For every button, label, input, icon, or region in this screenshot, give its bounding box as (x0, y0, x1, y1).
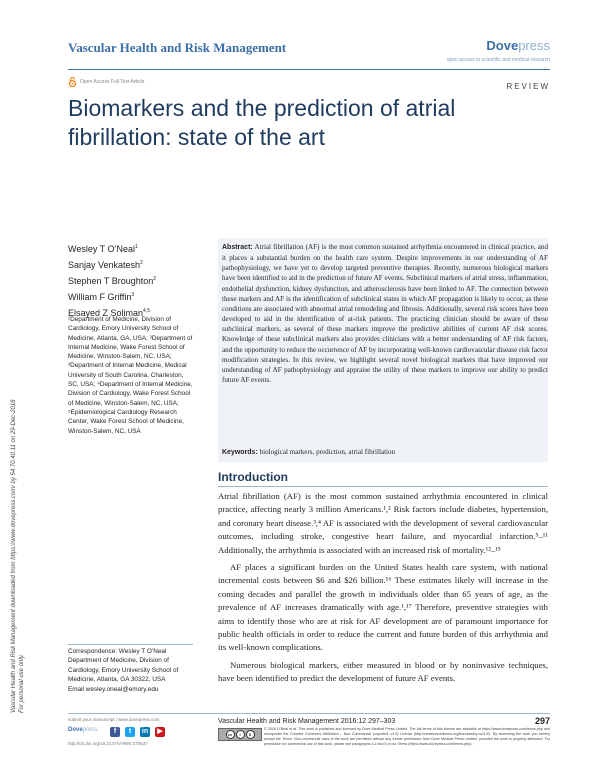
author: Elsayed Z Soliman$^{4,5}$ (68, 308, 150, 318)
logo-part-dove: Dove (486, 38, 519, 53)
footer-citation: Vascular Health and Risk Management 2016:12 297–303 (218, 718, 396, 725)
footer-dovepress-logo[interactable] (68, 727, 97, 733)
abstract-label: Abstract: (222, 244, 253, 251)
open-access-lock-icon (68, 77, 77, 87)
license-text: © 2016 O’Neal et al. This work is published and licensed by Dove Medical Press Limited. The full terms of this license are available at https://www.dovepress.com/terms.php and incorporate the Creative Commons Attribution – Non Commercial (unported, v3.0) License (http://creativecommons.org/licenses/by-nc/3.0/). By accessing the work you hereby accept the Terms. Non-commercial uses of the work are permitted without any further permission from Dove Medical Press Limited, provided the work is properly attributed. For permission for commercial use of this work, please see paragraphs 4.2 and 5 of our Terms (https://www.dovepress.com/terms.php). (264, 727, 550, 746)
side-note-line-2: For personal use only. (19, 654, 25, 713)
side-download-note (10, 138, 34, 718)
open-access-label: Open Access Full Text Article (80, 79, 145, 85)
affiliation: ¹Department of Medicine, Division of Cardiology, Emory University School of Medicine, Atlanta, GA, USA; ²Department of Internal Medicine, Wake Forest School of Medicine, Winston-Salem, NC, USA; (68, 316, 193, 361)
affiliations (68, 315, 193, 436)
section-heading-introduction: Introduction (218, 470, 288, 484)
affiliation: ⁵Epidemiological Cardiology Research Center, Wake Forest School of Medicine, Winston-Salem, NC, USA (68, 408, 184, 435)
correspondence-line: Medicine, Atlanta, GA 30322, USA (68, 676, 166, 684)
author: Wesley T O’Neal$^1$ (68, 244, 138, 254)
journal-name[interactable]: Vascular Health and Risk Management (68, 40, 287, 55)
twitter-icon[interactable]: t (125, 727, 135, 737)
header-rule (68, 69, 550, 70)
logo-part-dove: Dove (68, 727, 83, 733)
linkedin-icon[interactable]: in (141, 728, 149, 735)
paragraph: Atrial fibrillation (AF) is the most common sustained arrhythmia encountered in clinical practice, affecting nearly 3 million Americans.¹,² Risk factors include diabetes, hypertension, and coronary heart disease.³,⁴ AF is associated with the development of several cardiovascular outcomes, including stroke, congestive heart failure, and myocardial infarction.⁵–¹¹ Additionally, the arrhythmia is associated with an increased risk of mortality.¹²–¹⁵ (218, 491, 548, 555)
author: Stephen T Broughton$^2$ (68, 276, 157, 286)
correspondence (68, 647, 198, 694)
keywords (222, 448, 548, 456)
dovepress-logo[interactable] (486, 38, 550, 53)
noncommercial-icon: $ (246, 730, 255, 739)
abstract-text: Atrial fibrillation (AF) is the most common sustained arrhythmia encountered in clinical practice, and it places a substantial burden on the health care system. Despite improvements in our understanding of AF pathophysiology, we have yet to develop targeted preventive therapies. Recently, numerous biological markers have been identified to aid in the prediction of future AF events. Subclinical markers of atrial stress, inflammation, endothelial dysfunction, kidney dysfunction, and atherosclerosis have been linked to AF. The connection between these markers and AF is the identification of subclinical states in which AF propagation is likely to occur, as these conditions are associated with abnormal atrial remodeling and fibrosis. Additionally, several risk scores have been developed to aid in the identification of at-risk patients. The practicing clinician should be aware of these subclinical markers, as several of these markers improve the predictive abilities of current AF risk scores. Knowledge of these subclinical markers also provides clinicians with a better understanding of AF risk factors, and the opportunity to reduce the occurrence of AF by incorporating well-known cardiovascular disease risk factor modification strategies. In this review, we highlight several novel biological markers that have improved our understanding of AF pathophysiology and appraise the utility of these markers to improve our ability to predict future AF events. (222, 243, 548, 385)
keywords-label: Keywords: (222, 449, 258, 456)
article-type: REVIEW (506, 82, 550, 91)
paragraph: AF places a significant burden on the United States health care system, with national incremental costs between $6 and $26 billion.¹⁶ These estimates likely will increase in the coming decades and parallel the growth in individuals older than 65 years of age, as the prevalence of AF increases dramatically with age.¹,¹⁷ Therefore, preventive strategies with aims to identify those who are at risk for AF development are of paramount importance for public health officials in order to reduce the current and future burden of this arrhythmia and its well-known complications. (218, 562, 548, 653)
keywords-text: biological markers, prediction, atrial fibrillation (259, 448, 396, 456)
correspondence-email[interactable]: Email wesley.oneal@emory.edu (68, 685, 159, 693)
creative-commons-license-icon[interactable] (218, 728, 262, 741)
doi-link[interactable]: http://dx.doi.org/10.2147/VHRM.S75537 (68, 741, 148, 746)
logo-part-press: press (82, 727, 98, 733)
introduction-body (218, 490, 548, 686)
paragraph: Numerous biological markers, either measured in blood or by noninvasive techniques, have been identified to predict the development of future AF events. (218, 659, 548, 684)
section-rule (218, 486, 548, 487)
correspondence-line: Cardiology, Emory University School of (68, 666, 179, 674)
cc-icon: cc (226, 730, 235, 739)
submit-manuscript-link[interactable]: submit your manuscript | www.dovepress.com (68, 717, 160, 722)
page-number: 297 (534, 716, 550, 726)
abstract (222, 242, 548, 385)
side-note-line-1: Vascular Health and Risk Management downloaded from https://www.dovepress.com/ by 54.70.40.11 on 29-Dec-2018 (11, 399, 17, 713)
affiliation: ³Department of Internal Medicine, Medical University of South Carolina, Charleston, SC, USA; ⁴Department of Internal Medicine, Division of Cardiology, Wake Forest School of Medicine, Winston-Salem, NC, USA; (68, 362, 193, 407)
correspondence-label: Correspondence: Wesley T O’Neal (68, 648, 167, 655)
article-title: Biomarkers and the prediction of atrial fibrillation: state of the art (68, 95, 456, 150)
logo-part-press: press (518, 38, 550, 53)
social-links (110, 727, 165, 737)
correspondence-rule (68, 644, 193, 645)
author-list (68, 240, 156, 320)
youtube-icon[interactable]: ▶ (155, 727, 165, 737)
dovepress-tagline: open access to scientific and medical research (446, 57, 550, 63)
footer-rule (68, 713, 550, 714)
author: William F Griffin$^3$ (68, 292, 135, 302)
facebook-icon[interactable]: f (110, 727, 120, 737)
author: Sanjay Venkatesh$^2$ (68, 260, 143, 270)
correspondence-line: Department of Medicine, Division of (68, 657, 169, 665)
attribution-icon: i (236, 730, 245, 739)
